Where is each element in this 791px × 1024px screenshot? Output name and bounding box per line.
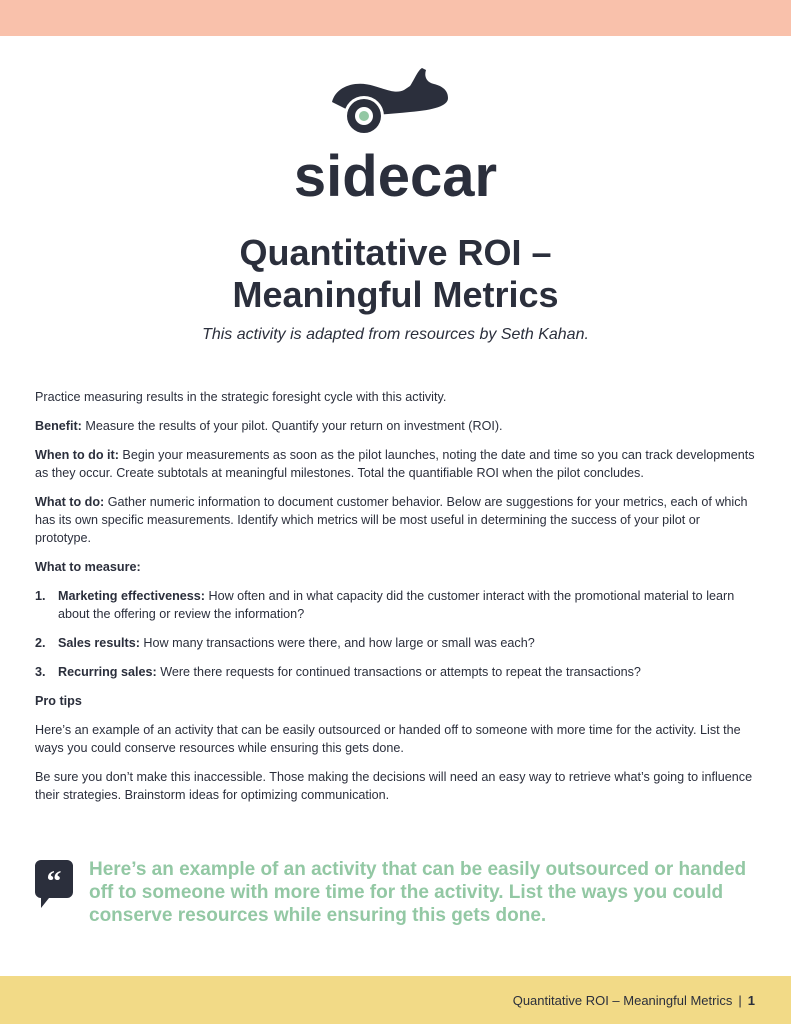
metric-item	[35, 587, 757, 623]
metric-number: 1.	[35, 589, 46, 603]
title-line-1: Quantitative ROI –	[239, 232, 552, 273]
document-body	[35, 388, 757, 815]
metric-label: Sales results:	[58, 636, 140, 650]
attribution-subtitle: This activity is adapted from resources by Seth Kahan.	[202, 326, 589, 343]
metric-item	[35, 634, 757, 652]
footer-band	[0, 976, 791, 1024]
benefit-label: Benefit:	[35, 419, 82, 433]
benefit-paragraph	[35, 417, 757, 435]
what-text: Gather numeric information to document customer behavior. Below are suggestions for your metrics, each of which has its own specific measurements. Identify which metrics will be most useful in determining the success of your pilot or prototype.	[35, 495, 748, 545]
what-paragraph	[35, 493, 757, 547]
intro-paragraph: Practice measuring results in the strategic foresight cycle with this activity.	[35, 390, 447, 404]
page-number: 1	[747, 992, 755, 1008]
when-paragraph	[35, 446, 757, 482]
pro-tip-paragraph-1: Here’s an example of an activity that can be easily outsourced or handed off to someone with more time for the activity. List the ways you could conserve resources while ensuring this gets done.	[35, 723, 741, 755]
metric-number: 2.	[35, 636, 46, 650]
callout-text: Here’s an example of an activity that can be easily outsourced or handed off to someone with more time for the activity. List the ways you could conserve resources while ensuring this gets done.	[89, 859, 747, 926]
top-color-band	[0, 0, 791, 36]
benefit-text: Measure the results of your pilot. Quantify your return on investment (ROI).	[81, 419, 503, 433]
metric-label: Marketing effectiveness:	[58, 589, 205, 603]
metric-number: 3.	[35, 665, 46, 679]
page-title	[0, 232, 791, 316]
metric-text: Were there requests for continued transactions or attempts to repeat the transactions?	[156, 665, 641, 679]
metric-text: How often and in what capacity did the customer interact with the promotional material to learn about the offering or review the information?	[58, 589, 735, 621]
what-to-measure-heading: What to measure:	[35, 560, 141, 574]
footer-title: Quantitative ROI – Meaningful Metrics	[512, 992, 733, 1008]
sidecar-vehicle-icon	[330, 64, 460, 140]
sidecar-wordmark: sidecar	[293, 144, 498, 209]
quote-bubble-icon	[35, 860, 73, 908]
sidecar-logo	[0, 64, 791, 209]
footer-separator: |	[738, 992, 742, 1008]
title-line-2: Meaningful Metrics	[232, 274, 559, 315]
metric-item	[35, 663, 757, 681]
what-label: What to do:	[35, 495, 105, 509]
when-label: When to do it:	[35, 448, 119, 462]
svg-text:“: “	[46, 865, 62, 898]
pro-tip-paragraph-2: Be sure you don’t make this inaccessible. Those making the decisions will need an easy way to retrieve what’s going to influence their strategies. Brainstorm ideas for optimizing communication.	[35, 770, 753, 802]
metric-text: How many transactions were there, and how large or small was each?	[139, 636, 535, 650]
pro-tips-heading: Pro tips	[35, 694, 82, 708]
metrics-list	[35, 587, 757, 681]
metric-label: Recurring sales:	[58, 665, 157, 679]
when-text: Begin your measurements as soon as the pilot launches, noting the date and time so you can track developments as they occur. Create subtotals at meaningful milestones. Total the quantifiable ROI when the pilot concludes.	[35, 448, 755, 480]
